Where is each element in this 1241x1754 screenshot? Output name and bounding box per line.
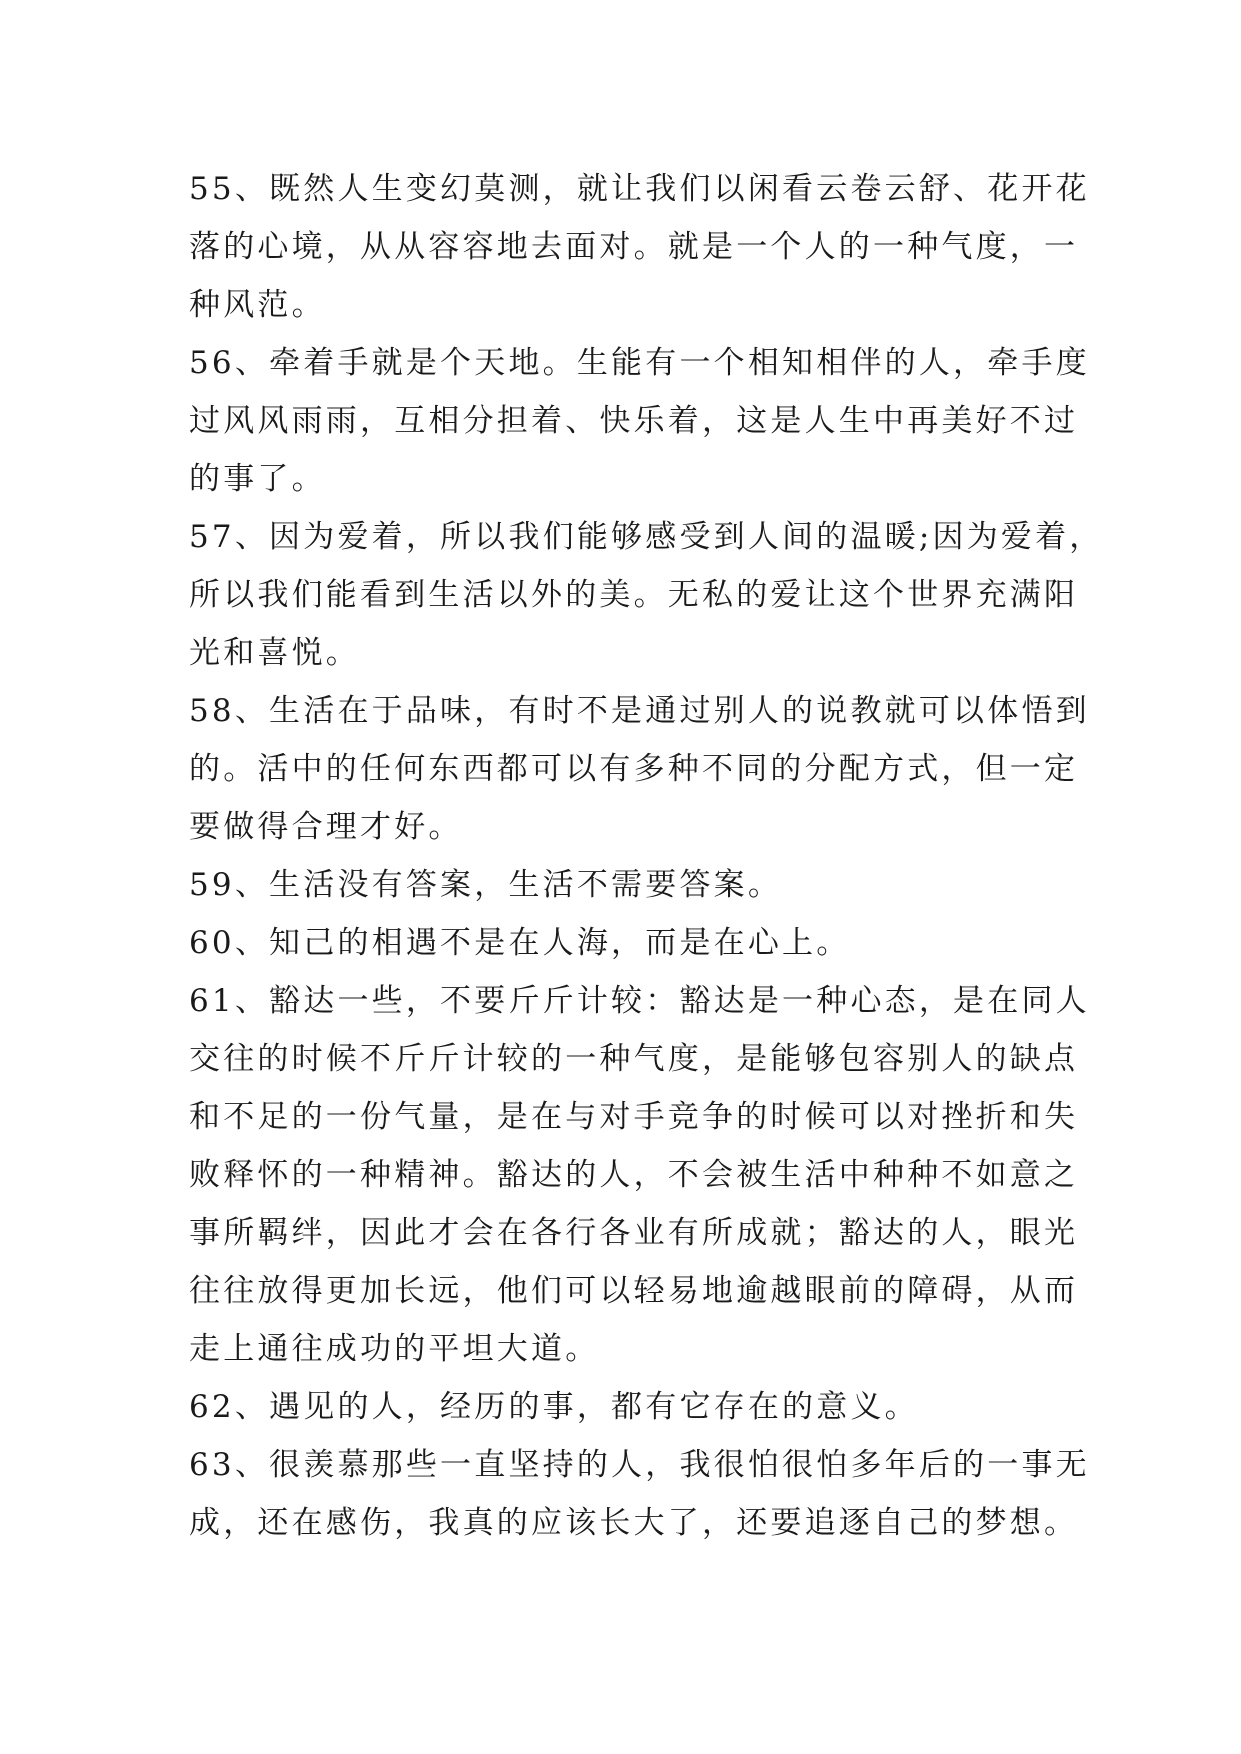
text-line: 55、既然人生变幻莫测，就让我们以闲看云卷云舒、花开花	[189, 171, 1090, 207]
text-line: 往往放得更加长远，他们可以轻易地逾越眼前的障碍，从而	[189, 1273, 1079, 1309]
text-line: 败释怀的一种精神。豁达的人，不会被生活中种种不如意之	[189, 1157, 1079, 1193]
text-line: 60、知己的相遇不是在人海，而是在心上。	[189, 925, 851, 961]
text-line: 成，还在感伤，我真的应该长大了，还要追逐自己的梦想。	[189, 1505, 1079, 1541]
text-line: 63、很羡慕那些一直坚持的人，我很怕很怕多年后的一事无	[189, 1447, 1090, 1483]
text-line: 要做得合理才好。	[189, 809, 463, 845]
text-line: 种风范。	[189, 287, 326, 323]
text-line: 56、牵着手就是个天地。生能有一个相知相伴的人，牵手度	[189, 345, 1090, 381]
text-line: 58、生活在于品味，有时不是通过别人的说教就可以体悟到	[189, 693, 1090, 729]
text-line: 57、因为爱着，所以我们能够感受到人间的温暖;因为爱着，	[189, 519, 1104, 555]
text-line: 交往的时候不斤斤计较的一种气度，是能够包容别人的缺点	[189, 1041, 1079, 1077]
text-line: 过风风雨雨，互相分担着、快乐着，这是人生中再美好不过	[189, 403, 1079, 439]
text-line: 光和喜悦。	[189, 635, 360, 671]
text-line: 所以我们能看到生活以外的美。无私的爱让这个世界充满阳	[189, 577, 1079, 613]
text-line: 走上通往成功的平坦大道。	[189, 1331, 600, 1367]
text-line: 和不足的一份气量，是在与对手竞争的时候可以对挫折和失	[189, 1099, 1079, 1135]
text-line: 的事了。	[189, 461, 326, 497]
text-line: 事所羁绊，因此才会在各行各业有所成就；豁达的人，眼光	[189, 1215, 1079, 1251]
text-line: 61、豁达一些，不要斤斤计较：豁达是一种心态，是在同人	[189, 983, 1090, 1019]
document-body	[189, 160, 1104, 1552]
text-line: 59、生活没有答案，生活不需要答案。	[189, 867, 783, 903]
text-line: 的。活中的任何东西都可以有多种不同的分配方式，但一定	[189, 751, 1079, 787]
text-line: 落的心境，从从容容地去面对。就是一个人的一种气度，一	[189, 229, 1079, 265]
text-line: 62、遇见的人，经历的事，都有它存在的意义。	[189, 1389, 919, 1425]
